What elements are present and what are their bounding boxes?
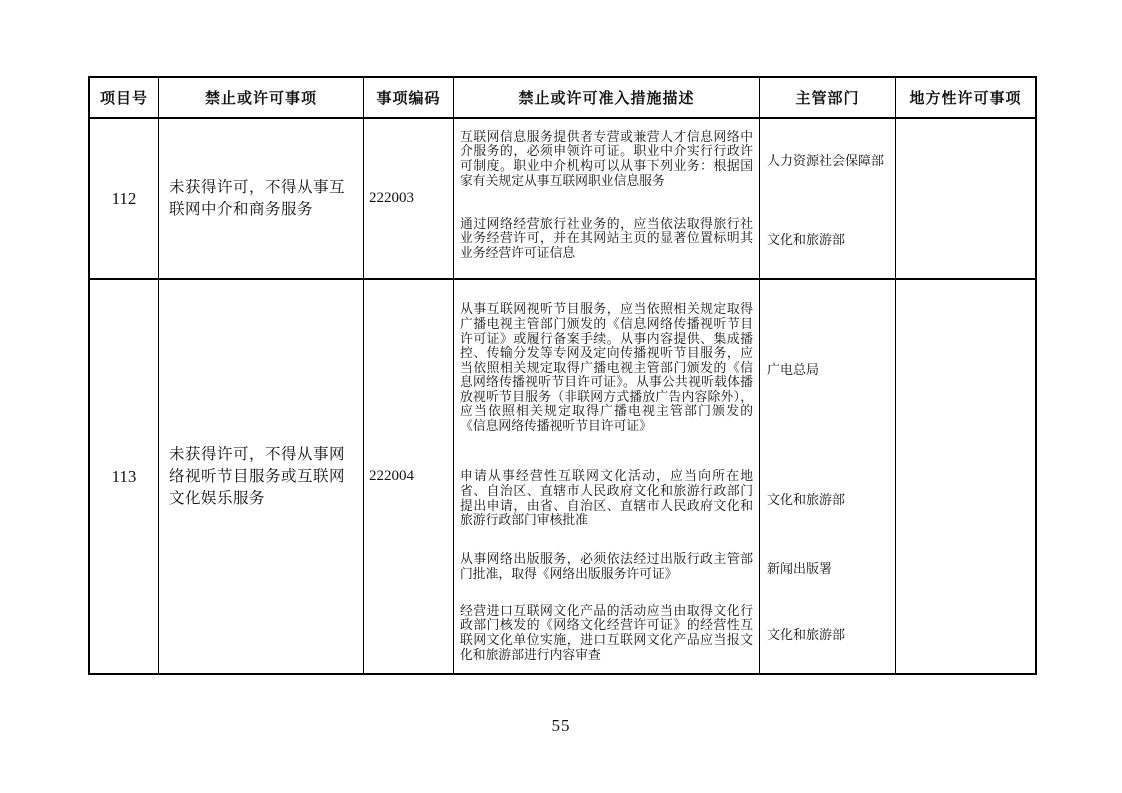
item-cell	[159, 119, 364, 278]
measure-description: 从事网络出版服务，必须依法经过出版行政主管部门批准，取得《网络出版服务许可证》	[454, 541, 760, 593]
project-number-cell: 112	[90, 119, 159, 278]
table-row-112	[90, 119, 1035, 280]
item-text: 未获得许可，不得从事网络视听节目服务或互联网文化娱乐服务	[169, 445, 346, 507]
measure-description: 互联网信息服务提供者专营或兼营人才信息网络中介服务的，必须申领许可证。职业中介实行行政许可制度。职业中介机构可以从事下列业务：根据国家有关规定从事互联网职业信息服务	[454, 119, 760, 199]
header-competent-department: 主管部门	[760, 78, 896, 117]
page-number: 55	[551, 716, 571, 735]
item-text: 未获得许可，不得从事互联网中介和商务服务	[169, 178, 346, 218]
table-row-113	[90, 280, 1035, 673]
item-cell	[159, 280, 364, 673]
measure-sub-row	[454, 593, 896, 673]
competent-department: 文化和旅游部	[760, 593, 896, 673]
measure-description: 经营进口互联网文化产品的活动应当由取得文化行政部门核发的《网络文化经营许可证》的经营性互联网文化单位实施，进口互联网文化产品应当报文化和旅游部进行内容审查	[454, 593, 760, 673]
item-code-cell: 222003	[364, 119, 454, 278]
measure-description: 从事互联网视听节目服务，应当依照相关规定取得广播电视主管部门颁发的《信息网络传播视听节目许可证》或履行备案手续。从事内容提供、集成播控、传输分发等专网及定向传播视听节目服务，应当依照相关规定取得广播电视主管部门颁发的《信息网络传播视听节目许可证》。从事公共视听载体播放视听节目服务（非联网方式播放广告内容除外），应当依照相关规定取得广播电视主管部门颁发的《信息网络传播视听节目许可证》	[454, 280, 760, 456]
measure-sub-row	[454, 119, 896, 199]
project-number-cell: 113	[90, 280, 159, 673]
header-project-number: 项目号	[90, 78, 159, 117]
measures-cell	[454, 280, 896, 673]
measure-sub-row	[454, 456, 896, 541]
competent-department: 文化和旅游部	[760, 456, 896, 541]
competent-department: 文化和旅游部	[760, 199, 896, 278]
competent-department: 新闻出版署	[760, 541, 896, 593]
table-header-row	[90, 78, 1035, 119]
item-code-cell: 222004	[364, 280, 454, 673]
measures-cell	[454, 119, 896, 278]
local-permit-cell	[896, 280, 1035, 673]
measure-description: 申请从事经营性互联网文化活动，应当向所在地省、自治区、直辖市人民政府文化和旅游行政部门提出申请，由省、自治区、直辖市人民政府文化和旅游行政部门审核批准	[454, 456, 760, 541]
competent-department: 人力资源社会保障部	[760, 119, 896, 199]
header-local-permit-item: 地方性许可事项	[909, 91, 1022, 107]
header-prohibited-or-permitted-item: 禁止或许可事项	[159, 78, 364, 117]
competent-department: 广电总局	[760, 280, 896, 456]
header-measure-description: 禁止或许可准入措施描述	[454, 78, 760, 117]
measure-sub-row	[454, 199, 896, 278]
local-permit-cell	[896, 119, 1035, 278]
access-measures-table	[88, 76, 1037, 675]
measure-description: 通过网络经营旅行社业务的，应当依法取得旅行社业务经营许可，并在其网站主页的显著位置标明其业务经营许可证信息	[454, 199, 760, 278]
header-item-code: 事项编码	[364, 78, 454, 117]
measure-sub-row	[454, 280, 896, 456]
measure-sub-row	[454, 541, 896, 593]
